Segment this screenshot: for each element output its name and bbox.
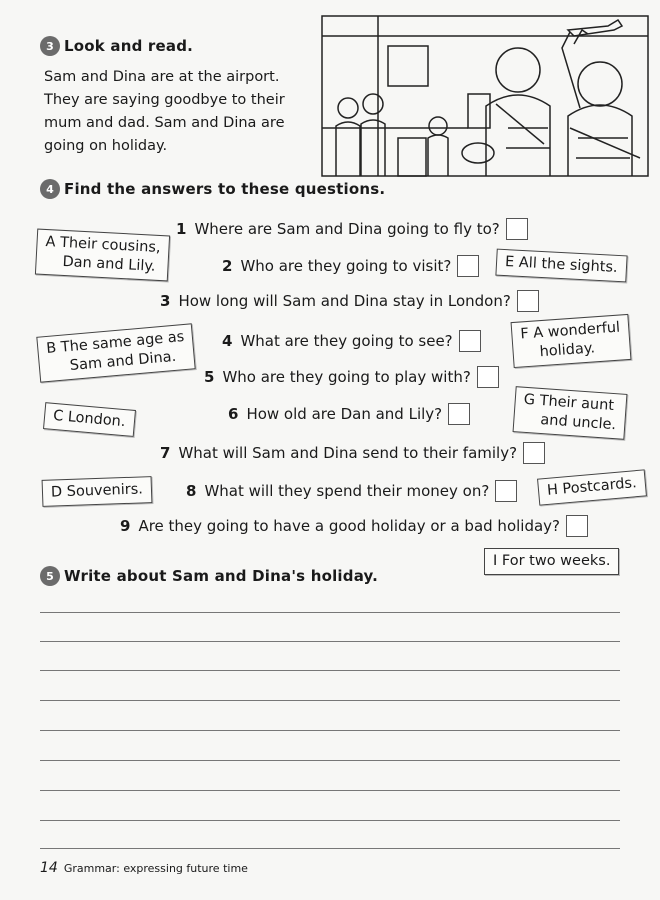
answer-letter: D bbox=[50, 484, 63, 501]
writing-line[interactable] bbox=[40, 848, 620, 849]
airport-illustration bbox=[318, 8, 654, 180]
question-6 bbox=[228, 403, 470, 425]
answer-box[interactable] bbox=[459, 330, 481, 352]
question-3 bbox=[160, 290, 539, 312]
answer-letter: I bbox=[493, 553, 498, 569]
answer-card-f bbox=[511, 314, 632, 368]
footer-text: Grammar: expressing future time bbox=[63, 862, 248, 875]
answer-letter: B bbox=[45, 340, 58, 358]
answer-text: A wonderful bbox=[532, 319, 621, 342]
page-number: 14 bbox=[40, 860, 58, 876]
answer-text: London. bbox=[67, 409, 127, 431]
answer-box[interactable] bbox=[448, 403, 470, 425]
section-number-badge: 4 bbox=[40, 179, 60, 199]
answer-card-e bbox=[495, 249, 627, 283]
page-footer bbox=[40, 860, 248, 876]
writing-line[interactable] bbox=[40, 790, 620, 791]
answer-letter: F bbox=[519, 325, 530, 343]
answer-text: All the sights. bbox=[518, 254, 618, 276]
question-text: How long will Sam and Dina stay in London? bbox=[178, 292, 511, 310]
question-number: 8 bbox=[186, 482, 197, 500]
answer-box[interactable] bbox=[477, 366, 499, 388]
question-4 bbox=[222, 330, 481, 352]
question-number: 2 bbox=[222, 257, 233, 275]
answer-card-i bbox=[484, 548, 619, 575]
question-number: 1 bbox=[176, 220, 187, 238]
question-text: Who are they going to play with? bbox=[222, 368, 471, 386]
question-number: 3 bbox=[160, 292, 171, 310]
question-5 bbox=[204, 366, 499, 388]
answer-letter: A bbox=[45, 234, 56, 251]
writing-line[interactable] bbox=[40, 700, 620, 701]
answer-card-a bbox=[35, 229, 170, 282]
answer-text-line2: Sam and Dina. bbox=[69, 348, 177, 375]
question-text: What will Sam and Dina send to their family? bbox=[178, 444, 518, 462]
answer-text: The same age as bbox=[60, 329, 185, 356]
question-text: What will they spend their money on? bbox=[204, 482, 490, 500]
answer-letter: C bbox=[52, 407, 64, 425]
answer-text: Postcards. bbox=[561, 475, 638, 498]
question-8 bbox=[186, 480, 517, 502]
answer-text: Their cousins, bbox=[59, 234, 161, 257]
answer-box[interactable] bbox=[566, 515, 588, 537]
answer-text-line2: holiday. bbox=[539, 340, 596, 361]
answer-text-line2: and uncle. bbox=[539, 411, 617, 434]
question-text: Who are they going to visit? bbox=[240, 257, 452, 275]
writing-line[interactable] bbox=[40, 641, 620, 642]
section-3-title bbox=[40, 566, 378, 586]
answer-letter: H bbox=[546, 481, 559, 499]
answer-card-g bbox=[513, 386, 628, 440]
question-text: What are they going to see? bbox=[240, 332, 453, 350]
section-title-text: Find the answers to these questions. bbox=[64, 180, 386, 198]
writing-line[interactable] bbox=[40, 820, 620, 821]
question-text: Where are Sam and Dina going to fly to? bbox=[194, 220, 500, 238]
answer-text: For two weeks. bbox=[501, 553, 611, 569]
answer-box[interactable] bbox=[506, 218, 528, 240]
answer-text-line2: Dan and Lily. bbox=[62, 253, 156, 275]
section-1-title bbox=[40, 36, 193, 56]
question-number: 6 bbox=[228, 405, 239, 423]
answer-card-d bbox=[42, 476, 153, 507]
question-number: 4 bbox=[222, 332, 233, 350]
section-title-text: Write about Sam and Dina's holiday. bbox=[64, 567, 379, 585]
answer-box[interactable] bbox=[523, 442, 545, 464]
answer-box[interactable] bbox=[457, 255, 479, 277]
section-number-badge: 5 bbox=[40, 566, 60, 586]
answer-letter: G bbox=[523, 391, 536, 409]
question-number: 5 bbox=[204, 368, 215, 386]
question-number: 7 bbox=[160, 444, 171, 462]
question-number: 9 bbox=[120, 517, 131, 535]
writing-line[interactable] bbox=[40, 612, 620, 613]
section-title-text: Look and read. bbox=[64, 37, 194, 55]
answer-box[interactable] bbox=[517, 290, 539, 312]
writing-line[interactable] bbox=[40, 760, 620, 761]
section-number-badge: 3 bbox=[40, 36, 60, 56]
answer-letter: E bbox=[504, 254, 515, 271]
answer-text: Souvenirs. bbox=[66, 481, 144, 501]
question-text: How old are Dan and Lily? bbox=[246, 405, 443, 423]
question-text: Are they going to have a good holiday or a bad holiday? bbox=[138, 517, 561, 535]
answer-box[interactable] bbox=[495, 480, 517, 502]
answer-card-b bbox=[36, 323, 196, 382]
answer-card-c bbox=[43, 402, 136, 437]
question-7 bbox=[160, 442, 545, 464]
question-9 bbox=[120, 515, 588, 537]
writing-line[interactable] bbox=[40, 670, 620, 671]
question-2 bbox=[222, 255, 479, 277]
intro-text: Sam and Dina are at the airport. They are saying goodbye to their mum and dad. Sam and Dina are going on holiday. bbox=[44, 69, 285, 154]
writing-line[interactable] bbox=[40, 730, 620, 731]
section-2-title bbox=[40, 179, 385, 199]
answer-text: Their aunt bbox=[539, 392, 615, 415]
answer-card-h bbox=[537, 469, 647, 505]
question-1 bbox=[176, 218, 528, 240]
